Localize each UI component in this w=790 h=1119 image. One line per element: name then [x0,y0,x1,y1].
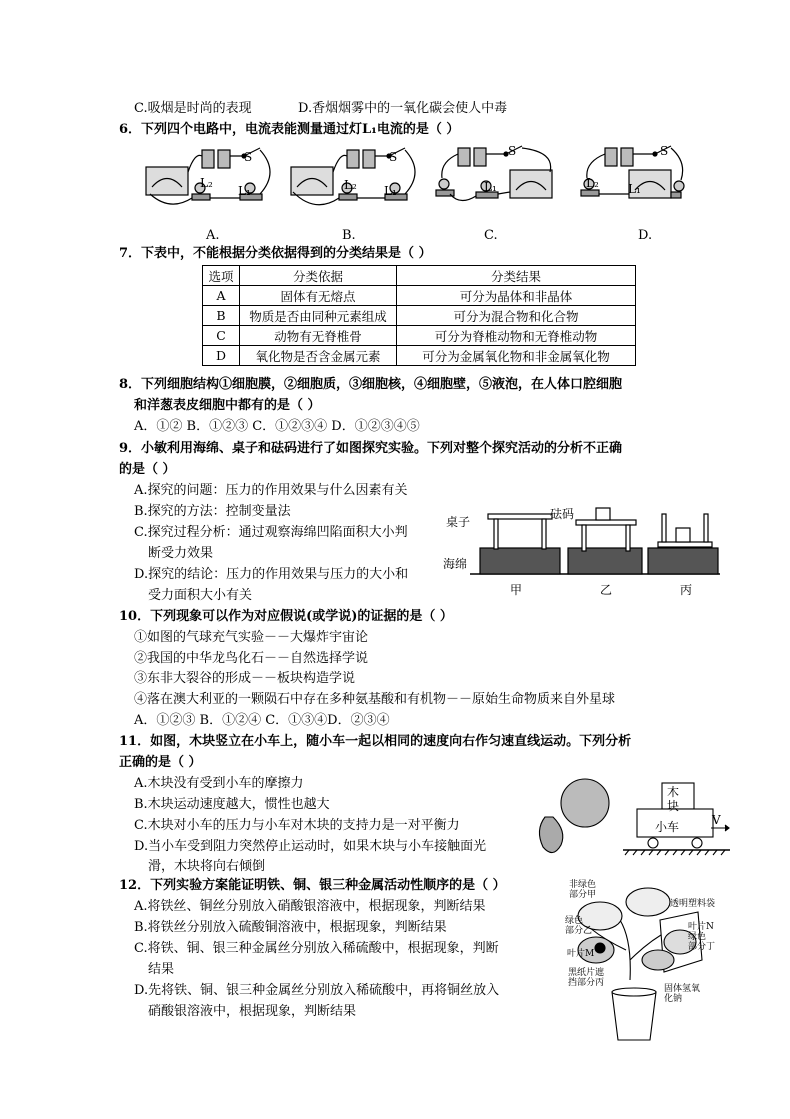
q12-option-b: B.将铁丝分别放入硫酸铜溶液中，根据现象，判断结果 [134,920,447,935]
table-header [203,266,636,286]
label-bing: 丙 [680,583,693,597]
q9-stem-1: 9．小敏利用海绵、桌子和砝码进行了如图探究实验。下列对整个探究活动的分析不正确 [119,441,623,456]
label-l1-c: L₁ [484,180,497,194]
q8-stem-2: 和洋葱表皮细胞中都有的是（ ） [134,398,321,413]
label-velocity: V [712,813,721,827]
label-sponge: 海绵 [443,557,468,571]
table-header-cell: 分类结果 [397,266,636,286]
label-l1-a: L₁ [238,184,251,198]
q10-options: A．①②③ B．①②④ C．①③④D．②③④ [134,713,390,728]
label-line: 部分甲 [569,890,597,900]
table-cell: C [203,326,240,346]
label-green-yi [565,916,592,936]
q11-option-d-2: 滑，木块将向右倾倒 [148,859,266,874]
q10-item-3: ③东非大裂谷的形成－－板块构造学说 [134,671,356,686]
label-leaf-n [688,922,715,952]
label-line: 挡部分丙 [568,978,605,988]
q12-option-c-2: 结果 [148,962,175,977]
q12-option-d-1: D.先将铁、铜、银三种金属丝分别放入稀硫酸中，再将铜丝放入 [134,983,500,998]
label-s-b: S [389,150,398,164]
label-jia: 甲 [510,583,523,597]
label-weight: 砝码 [550,507,575,521]
q6-caption-d: D. [638,228,653,243]
label-l1-d: L₁ [628,182,641,196]
table-row [203,346,636,366]
circuit-diagrams [140,142,685,227]
table-header-cell: 选项 [203,266,240,286]
label-l2-a: L₂ [200,176,213,190]
label-s-a: S [244,150,253,164]
label-line: 黑纸片遮 [568,968,605,978]
q8-options: A．①② B．①②③ C．①②③④ D．①②③④⑤ [134,419,420,434]
table-cell: 物质是否由同种元素组成 [240,306,397,326]
sponge-experiment-figure [470,500,720,580]
label-line: 非绿色 [569,880,597,890]
label-leaf-m: 叶片M [567,949,595,959]
label-plastic-bag: 透明塑料袋 [670,899,716,909]
q5-option-c: C.吸烟是时尚的表现 [134,101,252,116]
label-line: 部分丁 [688,942,716,952]
label-block-2: 块 [667,799,680,813]
q9-option-c-1: C.探究过程分析：通过观察海绵凹陷面积大小判 [134,525,408,540]
q11-option-c: C.木块对小车的压力与小车对木块的支持力是一对平衡力 [134,818,460,833]
table-cell: 可分为脊椎动物和无脊椎动物 [397,326,636,346]
q5-option-d: D.香烟烟雾中的一氧化碳会使人中毒 [298,101,508,116]
q9-stem-2: 的是（ ） [119,462,176,477]
q10-item-2: ②我国的中华龙鸟化石－－自然选择学说 [134,651,369,666]
q10-item-1: ①如图的气球充气实验－－大爆炸宇宙论 [134,630,369,645]
q9-option-d-2: 受力面积大小有关 [148,588,253,603]
label-black-paper [568,968,604,988]
q6-caption-b: B. [342,228,356,243]
table-cell: B [203,306,240,326]
q10-item-4: ④落在澳大利亚的一颗陨石中存在多种氨基酸和有机物－－原始生命物质来自外星球 [134,692,616,707]
table-row [203,286,636,306]
q9-option-c-2: 断受力效果 [148,546,214,561]
table-cell: 动物有无脊椎骨 [240,326,397,346]
q10-stem: 10．下列现象可以作为对应假说(或学说)的证据的是（ ） [119,609,453,624]
label-s-c: S [508,144,517,158]
label-l2-b: L₂ [344,178,357,192]
q12-option-d-2: 硝酸银溶液中，根据现象，判断结果 [148,1004,357,1019]
q6-stem: 6．下列四个电路中，电流表能测量通过灯L₁电流的是（ ） [119,122,460,137]
table-header-cell: 分类依据 [240,266,397,286]
q9-option-b: B.探究的方法：控制变量法 [134,504,291,519]
label-yi: 乙 [600,583,613,597]
q6-caption-c: C. [484,228,498,243]
q11-option-b: B.木块运动速度越大，惯性也越大 [134,797,330,812]
label-block-1: 木 [667,785,680,799]
table-row [203,326,636,346]
q12-option-a: A.将铁丝、铜丝分别放入硝酸银溶液中，根据现象，判断结果 [134,899,486,914]
label-l1-b: L₁ [384,184,397,198]
table-cell: 可分为混合物和化合物 [397,306,636,326]
q11-stem-2: 正确的是（ ） [119,755,202,770]
table-row [203,306,636,326]
label-cart: 小车 [655,820,680,834]
table-cell: D [203,346,240,366]
label-line: 化钠 [664,994,683,1004]
table-cell: 可分为金属氧化物和非金属氧化物 [397,346,636,366]
label-nongreen [569,880,596,900]
label-line: 部分乙 [565,926,593,936]
table-cell: 氧化物是否含金属元素 [240,346,397,366]
q11-stem-1: 11．如图，木块竖立在小车上，随小车一起以相同的速度向右作匀速直线运动。下列分析 [119,734,632,749]
table-cell: 可分为晶体和非晶体 [397,286,636,306]
label-l2-d: L₂ [586,176,599,190]
label-line: 绿色 [688,932,707,942]
q9-option-a: A.探究的问题：压力的作用效果与什么因素有关 [134,483,408,498]
classification-table [202,265,636,366]
label-line: 叶片N [688,922,714,932]
q11-option-d-1: D.当小车受到阻力突然停止运动时，如果木块与小车接触面光 [134,839,487,854]
q12-stem: 12．下列实验方案能证明铁、铜、银三种金属活动性顺序的是（ ） [119,878,506,893]
q6-caption-a: A. [206,228,220,243]
label-line: 绿色 [565,916,584,926]
label-naoh [664,984,700,1004]
q9-option-d-1: D.探究的结论：压力的作用效果与压力的大小和 [134,567,409,582]
balloon-and-cart-figure [525,775,735,865]
q11-option-a: A.木块没有受到小车的摩擦力 [134,776,304,791]
q7-stem: 7．下表中，不能根据分类依据得到的分类结果是（ ） [119,246,432,261]
q12-option-c-1: C.将铁、铜、银三种金属丝分别放入稀硫酸中，根据现象，判断 [134,941,499,956]
label-table: 桌子 [446,515,471,529]
label-s-d: S [660,144,669,158]
q8-stem-1: 8．下列细胞结构①细胞膜，②细胞质，③细胞核，④细胞壁，⑤液泡，在人体口腔细胞 [119,377,623,392]
label-line: 固体氢氧 [664,984,701,994]
table-cell: 固体有无熔点 [240,286,397,306]
table-cell: A [203,286,240,306]
